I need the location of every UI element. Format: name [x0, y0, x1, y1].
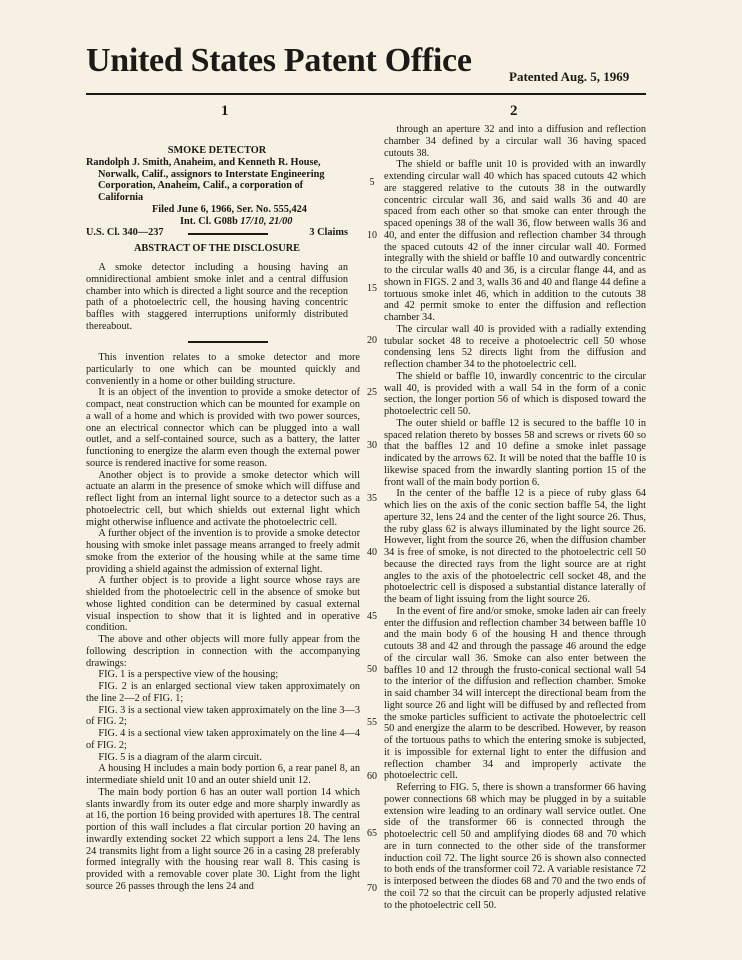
line-number: 65	[367, 828, 377, 839]
paragraph: FIG. 5 is a diagram of the alarm circuit.	[98, 751, 262, 763]
paragraph: through an aperture 32 and into a diffusion and reflection chamber 34 defined by a circular wall 36 having spaced cutouts 38.	[384, 124, 646, 159]
line-number: 50	[367, 664, 377, 675]
line-number: 20	[367, 335, 377, 346]
column-1-body	[86, 352, 360, 893]
column-number-2: 2	[510, 103, 518, 119]
paragraph: The above and other objects will more fully appear from the following description in connection with the accompanying drawings:	[86, 634, 360, 669]
abstract-heading: ABSTRACT OF THE DISCLOSURE	[133, 243, 301, 254]
line-number: 45	[367, 611, 377, 622]
line-number: 35	[367, 493, 377, 504]
paragraph: A further object is to provide a light source whose rays are shielded from the photoelectric cell in the absence of smoke but whose lighted condition can be determined by casual external visual inspection to show that it is lighted and in operative condition.	[86, 575, 360, 634]
paragraph: Another object is to provide a smoke detector which will actuate an alarm in the presence of smoke which will diffuse and reflect light from an internal light source to a detector such as a photoelectric cell, but which shields out external light which might otherwise influence and activate the photoelectric cell.	[86, 469, 360, 528]
line-number: 60	[367, 771, 377, 782]
int-class-sub: 17/10, 21/00	[240, 215, 293, 227]
section-rule-2	[188, 341, 268, 343]
claims-count: 3 Claims	[309, 227, 348, 239]
line-number: 10	[367, 230, 377, 241]
line-number: 25	[367, 387, 377, 398]
header-rule	[86, 93, 646, 95]
paragraph: FIG. 3 is a sectional view taken approximately on the line 3—3 of FIG. 2;	[86, 704, 360, 728]
paragraph: In the center of the baffle 12 is a piece of ruby glass 64 which lies on the axis of the conic section baffle 54, the light aperture 32, lens 24 and the center of the light source 26. Thus, the ruby glass 62 is always illuminated by the light source 26. However, light from the source 26, when the diffusion chamber 34 is free of smoke, is not directed to the photoelectric cell 50 because the directed rays from the light source are at right angles to the axis of the photoelectric cell socket 48, and the photoelectric cell is disposed a substantial distance laterally of the beam of light issuing from the light source 26.	[384, 488, 646, 605]
int-class-code: Int. Cl. G08b	[180, 215, 238, 227]
line-number: 15	[367, 283, 377, 294]
paragraph: A further object of the invention is to provide a smoke detector housing with smoke inlet passage means arranged to freely admit smoke from the exterior of the housing while at the same time providing a shield against the admission of external light.	[86, 528, 360, 575]
paragraph: The main body portion 6 has an outer wall portion 14 which slants inwardly from its outer edge and more sharply inwardly as at 16, the portion 16 being provided with apertures 18. The central portion of this wall includes a flat circular portion 20 having an inwardly extending socket 22 which support a lens 24. The lens 24 transmits light from a light source 26 in a casing 28 preferably formed integrally with the housing rear wall 8. This casing is provided with a removable cover plate 30. Light from the light source 26 passes through the lens 24 and	[86, 786, 360, 892]
paragraph: It is an object of the invention to provide a smoke detector of compact, neat construction which can be mounted for example on a wall of a home and which is provided with two power sources, one an electrical connector which can be plugged into a wall outlet, and a self-contained source, such as a battery, the latter functioning to energize the alarm even though the external power source is rendered inactive for some reason.	[86, 387, 360, 469]
abstract-text	[86, 262, 348, 333]
line-number: 70	[367, 883, 377, 894]
inventors: Randolph J. Smith, Anaheim, and Kenneth R. House, Norwalk, Calif., assignors to Interstate Engineering Corporation, Anaheim, Calif., a corporation of California	[86, 156, 325, 203]
column-2-body	[384, 124, 646, 911]
column-number-1: 1	[221, 103, 229, 119]
paragraph: Referring to FIG. 5, there is shown a transformer 66 having power connections 68 which may be plugged in by a suitable extension wire leading to an ordinary wall service outlet. One side of the transformer 66 is connected through the photoelectric cell 50 and amplifying diodes 68 and 70 which are in turn connected to the other side of the transformer induction coil 72. The light source 26 is shown also connected to both ends of the transformer coil 72. A variable resistance 72 is interposed between the diodes 68 and 70 and the two ends of the coil 72 so that the circuit can be properly adjusted relative to the photoelectric cell 50.	[384, 782, 646, 911]
int-class	[86, 216, 348, 228]
abstract-paragraph: A smoke detector including a housing having an omnidirectional ambient smoke inlet and a central diffusion chamber into which is directed a light source and the reception path of a photoelectric cell, the housing having concentric baffles with staggered interruptions uniformly distributed thereabout.	[86, 262, 348, 332]
paragraph: FIG. 4 is a sectional view taken approximately on the line 4—4 of FIG. 2;	[86, 728, 360, 751]
paragraph: The outer shield or baffle 12 is secured to the baffle 10 in spaced relation thereto by bosses 58 and screws or rivets 60 so that the baffles 12 and 10 define a smoke inlet passage indicated by the arrows 62. It will be noted that the baffle 10 is likewise spaced from the inwardly slanting portion 15 of the front wall of the main body portion 6.	[384, 417, 646, 488]
section-rule-1	[188, 233, 268, 235]
paragraph: A housing H includes a main body portion 6, a rear panel 8, an intermediate shield unit 10 and an outer shield unit 12.	[86, 763, 360, 786]
filing-info: Filed June 6, 1966, Ser. No. 555,424	[152, 203, 307, 215]
page-title: United States Patent Office	[86, 42, 472, 79]
paragraph: This invention relates to a smoke detector and more particularly to one which can be mounted quickly and conveniently in a home or other building structure.	[86, 352, 360, 387]
paragraph: The shield or baffle unit 10 is provided with an inwardly extending circular wall 40 which has spaced cutouts 42 which are staggered relative to the cutouts 38 in the outwardly concentric circular wall 36, and said walls 36 and 40 are spaced from each other so that smoke can enter through the spaced openings 38 of the wall 36, flow between walls 36 and 40, and enter the diffusion and reflection chamber 34 through the spaced cutouts 42 of the inner circular wall 40. Formed integrally with the shield or baffle 10 and outwardly concentric to the circular walls 40 and 36, is a circular flange 44, and as shown in FIGS. 2 and 3, walls 36 and 40 and flange 44 define a tortuous smoke inlet 46, which in addition to the cutouts 38 and 42 permit smoke to enter the diffusion and reflection chamber 34.	[384, 159, 646, 323]
paragraph: FIG. 1 is a perspective view of the housing;	[98, 669, 279, 681]
front-matter	[86, 145, 348, 239]
line-number: 30	[367, 440, 377, 451]
paragraph: FIG. 2 is an enlarged sectional view taken approximately on the line 2—2 of FIG. 1;	[86, 681, 360, 704]
paragraph: The circular wall 40 is provided with a radially extending tubular socket 48 to receive a photoelectric cell 50 whose condensing lens 52 directs light from the diffusion and reflection chamber 34 to the photoelectric cell.	[384, 323, 646, 370]
us-class: U.S. Cl. 340—237	[86, 227, 164, 239]
paragraph: The shield or baffle 10, inwardly concentric to the circular wall 40, is provided with a wall 54 in the form of a conic section, the longer portion 56 of which is disposed toward the photoelectric cell 50.	[384, 370, 646, 417]
line-number: 5	[369, 177, 375, 188]
invention-title: SMOKE DETECTOR	[167, 145, 267, 156]
line-number: 40	[367, 547, 377, 558]
paragraph: In the event of fire and/or smoke, smoke laden air can freely enter the diffusion and reflection chamber 34 between baffle 10 and the main body 6 of the housing H and thence through cutouts 38 and 42 and through the passage 46 around the edge of the circular wall 36. Smoke can also enter between the baffles 10 and 12 through the frusto-conical sectional wall 54 to the interior of the diffusion and reflection chamber. Smoke in said chamber 34 will intercept the directional beam from the light source 26 and light will be diffused by and reflected from the smoke particles sufficient to activate the photoelectric cell 50 and energize the alarm to be described. However, by reason of the tortuous paths to which the entering smoke is subjected, it is impossible for external light to enter the diffusion and reflection chamber 34 and improperly activate the photoelectric cell.	[384, 605, 646, 782]
patent-date: Patented Aug. 5, 1969	[509, 69, 630, 84]
line-number: 55	[367, 717, 377, 728]
